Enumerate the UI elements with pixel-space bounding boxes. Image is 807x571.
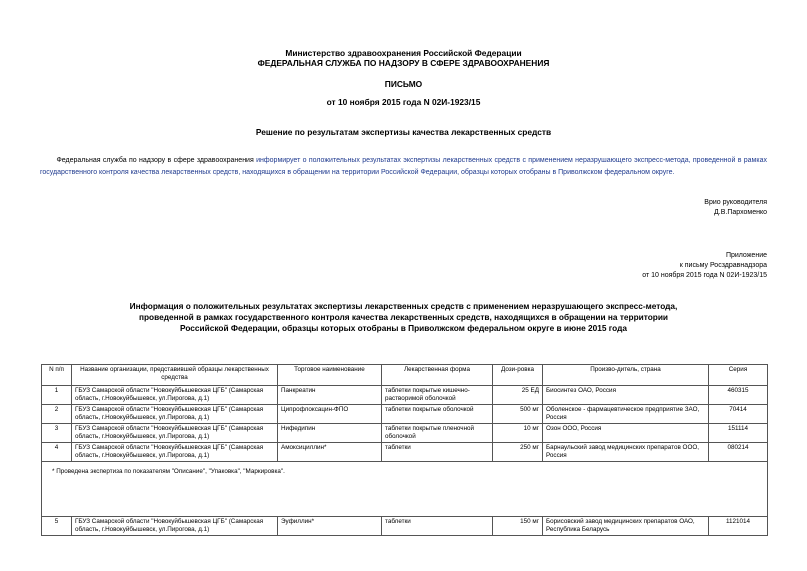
cell-maker: Озон ООО, Россия	[543, 424, 709, 443]
col-header-form: Лекарственная форма	[382, 365, 493, 386]
cell-num: 2	[42, 405, 72, 424]
table-header-row	[42, 365, 768, 386]
col-header-trade: Торговое наименование	[278, 365, 382, 386]
intro-paragraph	[40, 155, 767, 179]
table-row	[42, 386, 768, 405]
doc-subject: Решение по результатам экспертизы качества лекарственных средств	[255, 127, 552, 137]
appendix-line1: к письму Росздравнадзора	[679, 262, 767, 269]
doc-date-number: от 10 ноября 2015 года N 02И-1923/15	[326, 97, 481, 107]
cell-trade: Амоксициллин*	[278, 443, 382, 462]
cell-trade: Нифедипин	[278, 424, 382, 443]
cell-org: ГБУЗ Самарской области "Новокуйбышевская ЦГБ" (Самарская область, г.Новокуйбышевск, ул.Пирогова, д.1)	[72, 424, 278, 443]
cell-form: таблетки покрытые оболочкой	[382, 405, 493, 424]
cell-series: 460315	[709, 386, 768, 405]
intro-link-text[interactable]: информирует о положительных результатах экспертизы лекарственных средств с применением неразрушающего экспресс-метода, проведенной в рамках государственного контроля качества лекарственных средств, находящихся в обращении на территории Российской Федерации, образцы которых отобраны в Приволжском федеральном округе.	[40, 157, 767, 176]
table-note-row	[42, 462, 768, 517]
cell-maker: Биосинтез ОАО, Россия	[543, 386, 709, 405]
col-header-num: N п/п	[42, 365, 72, 386]
cell-dose: 150 мг	[493, 517, 543, 536]
appendix-title: Приложение	[725, 252, 767, 259]
col-header-dose: Дози-ровка	[493, 365, 543, 386]
table-row	[42, 405, 768, 424]
cell-org: ГБУЗ Самарской области "Новокуйбышевская ЦГБ" (Самарская область, г.Новокуйбышевск, ул.Пирогова, д.1)	[72, 386, 278, 405]
cell-series: 1121014	[709, 517, 768, 536]
cell-maker: Барнаульский завод медицинских препаратов ООО, Россия	[543, 443, 709, 462]
cell-trade: Панкреатин	[278, 386, 382, 405]
intro-plain-text: Федеральная служба по надзору в сфере здравоохранения	[56, 157, 254, 164]
cell-maker: Оболенское - фармацевтическое предприятие ЗАО, Россия	[543, 405, 709, 424]
col-header-maker: Произво-дитель, страна	[543, 365, 709, 386]
cell-num: 5	[42, 517, 72, 536]
signature-name: Д.В.Пархоменко	[714, 209, 767, 216]
results-table	[41, 364, 768, 536]
cell-series: 151114	[709, 424, 768, 443]
cell-maker: Борисовский завод медицинских препаратов ОАО, Республика Беларусь	[543, 517, 709, 536]
signature-block	[704, 198, 767, 218]
table-footnote: * Проведена экспертиза по показателям "Описание", "Упаковка", "Маркировка".	[42, 462, 768, 517]
cell-series: 080214	[709, 443, 768, 462]
cell-num: 3	[42, 424, 72, 443]
cell-org: ГБУЗ Самарской области "Новокуйбышевская ЦГБ" (Самарская область, г.Новокуйбышевск, ул.Пирогова, д.1)	[72, 517, 278, 536]
appendix-block	[642, 251, 767, 281]
info-title: Информация о положительных результатах экспертизы лекарственных средств с применением неразрушающего экспресс-метода, проведенной в рамках государственного контроля качества лекарственных средств, находящихся в обращении на территории Российской Федерации, образцы которых отобраны в Приволжском федеральном округе в июне 2015 года	[129, 301, 678, 333]
signature-position: Врио руководителя	[704, 199, 767, 206]
cell-org: ГБУЗ Самарской области "Новокуйбышевская ЦГБ" (Самарская область, г.Новокуйбышевск, ул.Пирогова, д.1)	[72, 443, 278, 462]
service-name: ФЕДЕРАЛЬНАЯ СЛУЖБА ПО НАДЗОРУ В СФЕРЕ ЗДРАВООХРАНЕНИЯ	[257, 58, 550, 68]
cell-dose: 10 мг	[493, 424, 543, 443]
appendix-line2: от 10 ноября 2015 года N 02И-1923/15	[642, 272, 767, 279]
cell-series: 70414	[709, 405, 768, 424]
cell-trade: Эуфиллин*	[278, 517, 382, 536]
cell-form: таблетки покрытые кишечно-растворимой оболочкой	[382, 386, 493, 405]
cell-org: ГБУЗ Самарской области "Новокуйбышевская ЦГБ" (Самарская область, г.Новокуйбышевск, ул.Пирогова, д.1)	[72, 405, 278, 424]
cell-form: таблетки	[382, 443, 493, 462]
cell-dose: 25 ЕД	[493, 386, 543, 405]
col-header-series: Серия	[709, 365, 768, 386]
cell-dose: 250 мг	[493, 443, 543, 462]
cell-num: 4	[42, 443, 72, 462]
table-row	[42, 517, 768, 536]
cell-trade: Ципрофлоксацин-ФПО	[278, 405, 382, 424]
ministry-name: Министерство здравоохранения Российской Федерации	[285, 48, 522, 58]
cell-form: таблетки покрытые пленочной оболочкой	[382, 424, 493, 443]
doc-type: ПИСЬМО	[384, 79, 423, 89]
col-header-org: Название организации, представившей образцы лекарственных средства	[72, 365, 278, 386]
table-row	[42, 424, 768, 443]
cell-dose: 500 мг	[493, 405, 543, 424]
table-row	[42, 443, 768, 462]
cell-num: 1	[42, 386, 72, 405]
cell-form: таблетки	[382, 517, 493, 536]
